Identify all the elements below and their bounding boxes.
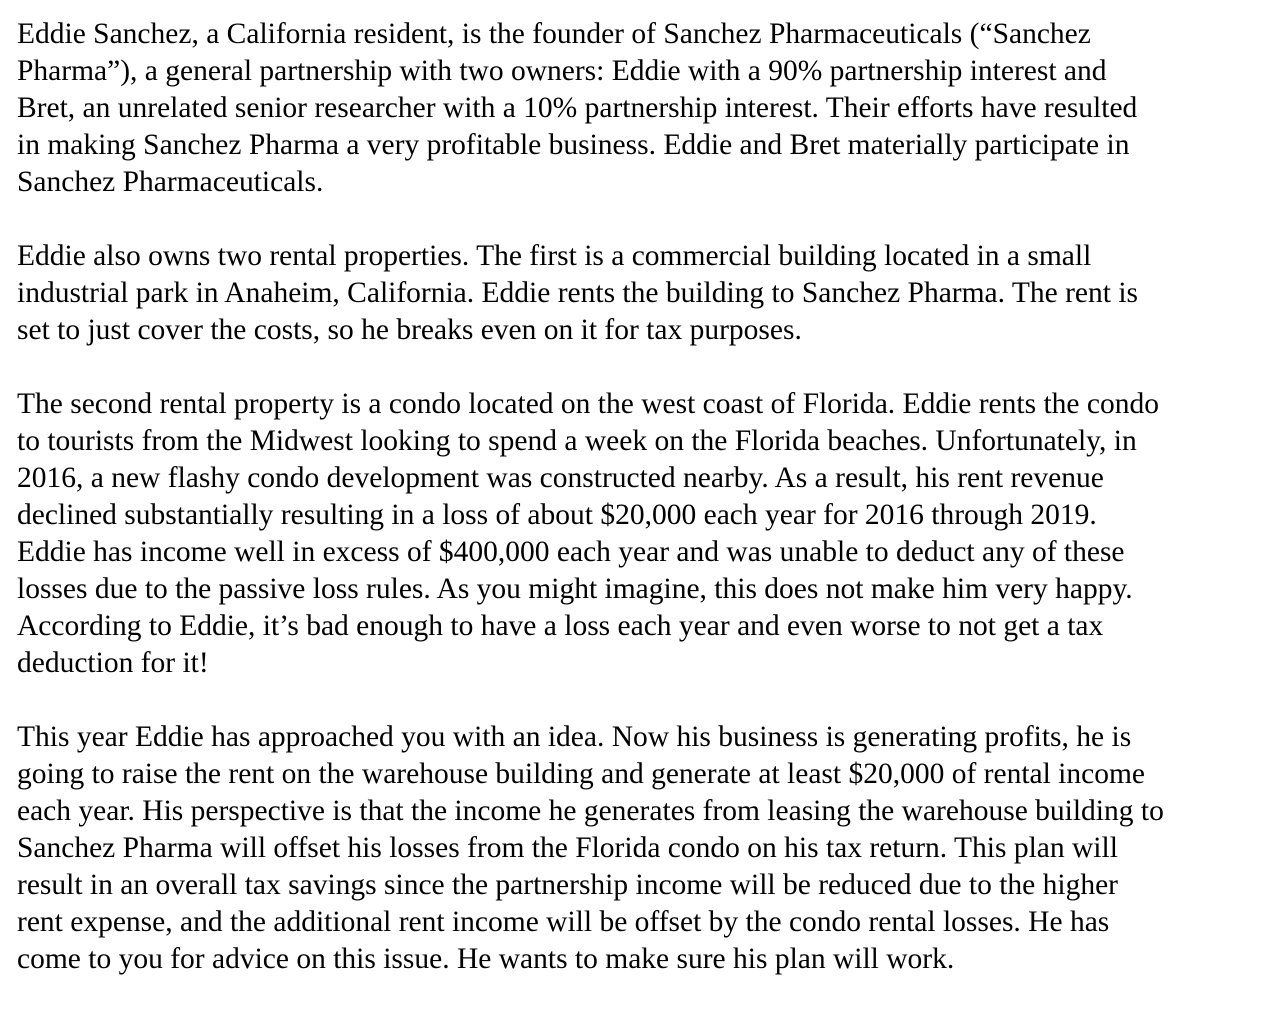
text-line: This year Eddie has approached you with an idea. Now his business is generating profits, he is: [17, 721, 1132, 753]
text-line: Eddie also owns two rental properties. The first is a commercial building located in a small: [17, 240, 1092, 272]
text-line: Sanchez Pharma will offset his losses from the Florida condo on his tax return. This plan will: [17, 832, 1118, 864]
text-line: 2016, a new flashy condo development was constructed nearby. As a result, his rent revenue: [17, 462, 1104, 494]
text-line: going to raise the rent on the warehouse building and generate at least $20,000 of rental income: [17, 758, 1146, 790]
text-line: losses due to the passive loss rules. As you might imagine, this does not make him very happy.: [17, 573, 1133, 605]
paragraph-intro: [17, 16, 1283, 201]
text-line: in making Sanchez Pharma a very profitable business. Eddie and Bret materially participate in: [17, 129, 1130, 161]
paragraph-florida-condo: [17, 386, 1283, 682]
paragraph-plan: [17, 719, 1283, 978]
text-line: come to you for advice on this issue. He wants to make sure his plan will work.: [17, 943, 955, 975]
text-line: each year. His perspective is that the income he generates from leasing the warehouse building to: [17, 795, 1164, 827]
text-line: The second rental property is a condo located on the west coast of Florida. Eddie rents the condo: [17, 388, 1159, 420]
text-line: result in an overall tax savings since the partnership income will be reduced due to the higher: [17, 869, 1118, 901]
text-line: According to Eddie, it’s bad enough to have a loss each year and even worse to not get a tax: [17, 610, 1104, 642]
text-line: deduction for it!: [17, 647, 209, 679]
paragraph-rental-properties: [17, 238, 1283, 349]
text-line: Bret, an unrelated senior researcher with a 10% partnership interest. Their efforts have resulted: [17, 92, 1138, 124]
text-line: Eddie has income well in excess of $400,000 each year and was unable to deduct any of these: [17, 536, 1125, 568]
text-line: Eddie Sanchez, a California resident, is the founder of Sanchez Pharmaceuticals (“Sanchez: [17, 18, 1091, 50]
text-line: set to just cover the costs, so he breaks even on it for tax purposes.: [17, 314, 802, 346]
text-line: declined substantially resulting in a loss of about $20,000 each year for 2016 through 2019.: [17, 499, 1097, 531]
text-line: Pharma”), a general partnership with two owners: Eddie with a 90% partnership interest and: [17, 55, 1107, 87]
text-line: rent expense, and the additional rent income will be offset by the condo rental losses. He has: [17, 906, 1110, 938]
text-line: industrial park in Anaheim, California. Eddie rents the building to Sanchez Pharma. The rent is: [17, 277, 1139, 309]
text-line: to tourists from the Midwest looking to spend a week on the Florida beaches. Unfortunately, in: [17, 425, 1137, 457]
document-body: [17, 16, 1283, 978]
text-line: Sanchez Pharmaceuticals.: [17, 166, 324, 198]
